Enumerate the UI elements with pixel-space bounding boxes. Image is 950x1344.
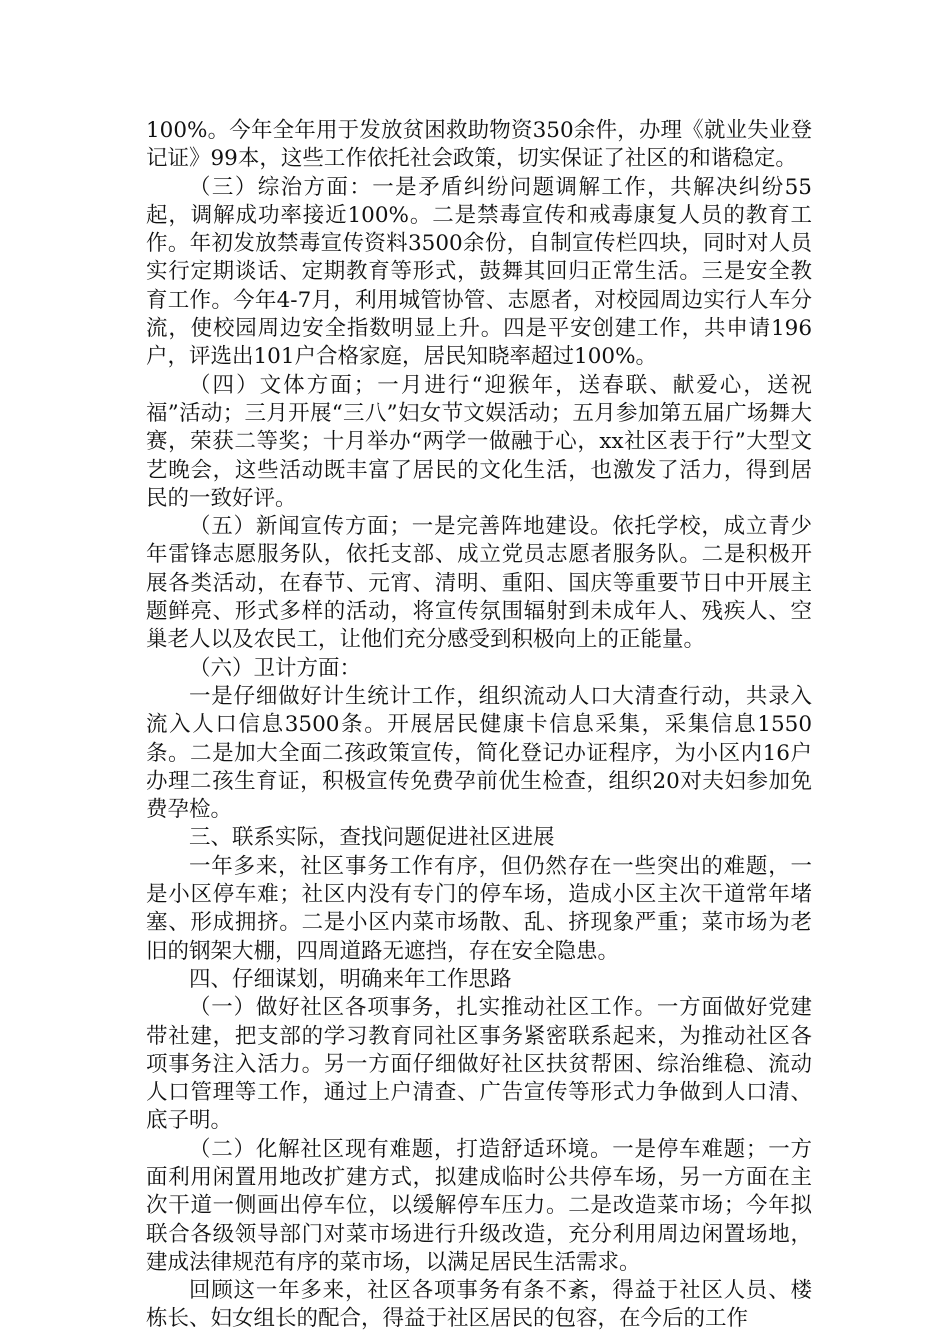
paragraph-comprehensive-governance: （三）综治方面：一是矛盾纠纷问题调解工作，共解决纠纷55起，调解成功率接近100%。二是禁毒宣传和戒毒康复人员的教育工作。年初发放禁毒宣传资料3500余份，自制宣传栏四块，同时对人员实行定期谈话、定期教育等形式，鼓舞其回归正常生活。三是安全教育工作。今年4-7月，利用城管协管、志愿者，对校园周边实行人车分流，使校园周边安全指数明显上升。四是平安创建工作，共申请196户，评选出101户合格家庭，居民知晓率超过100%。 (146, 174, 812, 370)
paragraph-health-heading: （六）卫计方面： (189, 655, 362, 681)
paragraph-news-publicity: （五）新闻宣传方面；一是完善阵地建设。依托学校，成立青少年雷锋志愿服务队，依托支部、成立党员志愿者服务队。二是积极开展各类活动，在春节、元宵、清明、重阳、国庆等重要节日中开展主题鲜亮、形式多样的活动，将宣传氛围辐射到未成年人、残疾人、空巢老人以及农民工，让他们充分感受到积极向上的正能量。 (146, 514, 812, 653)
paragraph-problems: 一年多来，社区事务工作有序，但仍然存在一些突出的难题，一是小区停车难；社区内没有专门的停车场，造成小区主次干道常年堵塞、形成拥挤。二是小区内菜市场散、乱、挤现象严重；菜市场为老旧的钢架大棚，四周道路无遮挡，存在安全隐患。 (146, 853, 812, 964)
section-heading-next-year: 四、仔细谋划，明确来年工作思路 (189, 966, 512, 992)
paragraph-assistance-summary: 100%。今年全年用于发放贫困救助物资350余件，办理《就业失业登记证》99本，这些工作依托社会政策，切实保证了社区的和谐稳定。 (146, 118, 812, 172)
paragraph-resolve-difficulties: （二）化解社区现有难题，打造舒适环境。一是停车难题；一方面利用闲置用地改扩建方式，拟建成临时公共停车场，另一方面在主次干道一侧画出停车位，以缓解停车压力。二是改造菜市场；今年拟联合各级领导部门对菜市场进行升级改造，充分利用周边闲置场地，建成法律规范有序的菜市场，以满足居民生活需求。 (146, 1136, 812, 1275)
paragraph-review: 回顾这一年多来，社区各项事务有条不紊，得益于社区人员、楼栋长、妇女组长的配合，得益于社区居民的包容，在今后的工作 (146, 1278, 812, 1332)
paragraph-culture-sports: （四）文体方面；一月进行“迎猴年，送春联、献爱心，送祝福”活动；三月开展“三八”妇女节文娱活动；五月参加第五届广场舞大赛，荣获二等奖；十月举办“两学一做融于心，xx社区表于行”大型文艺晚会，这些活动既丰富了居民的文化生活，也激发了活力，得到居民的一致好评。 (146, 372, 812, 511)
section-heading-problems: 三、联系实际，查找问题促进社区进展 (189, 825, 555, 851)
paragraph-community-affairs: （一）做好社区各项事务，扎实推动社区工作。一方面做好党建带社建，把支部的学习教育同社区事务紧密联系起来，为推动社区各项事务注入活力。另一方面仔细做好社区扶贫帮困、综治维稳、流动人口管理等工作，通过上户清查、广告宣传等形式力争做到人口清、底子明。 (146, 995, 812, 1134)
paragraph-health-details: 一是仔细做好计生统计工作，组织流动人口大清查行动，共录入流入人口信息3500条。开展居民健康卡信息采集，采集信息1550条。二是加大全面二孩政策宣传，简化登记办证程序，为小区内16户办理二孩生育证，积极宣传免费孕前优生检查，组织20对夫妇参加免费孕检。 (146, 683, 812, 823)
document-page (146, 117, 812, 1334)
